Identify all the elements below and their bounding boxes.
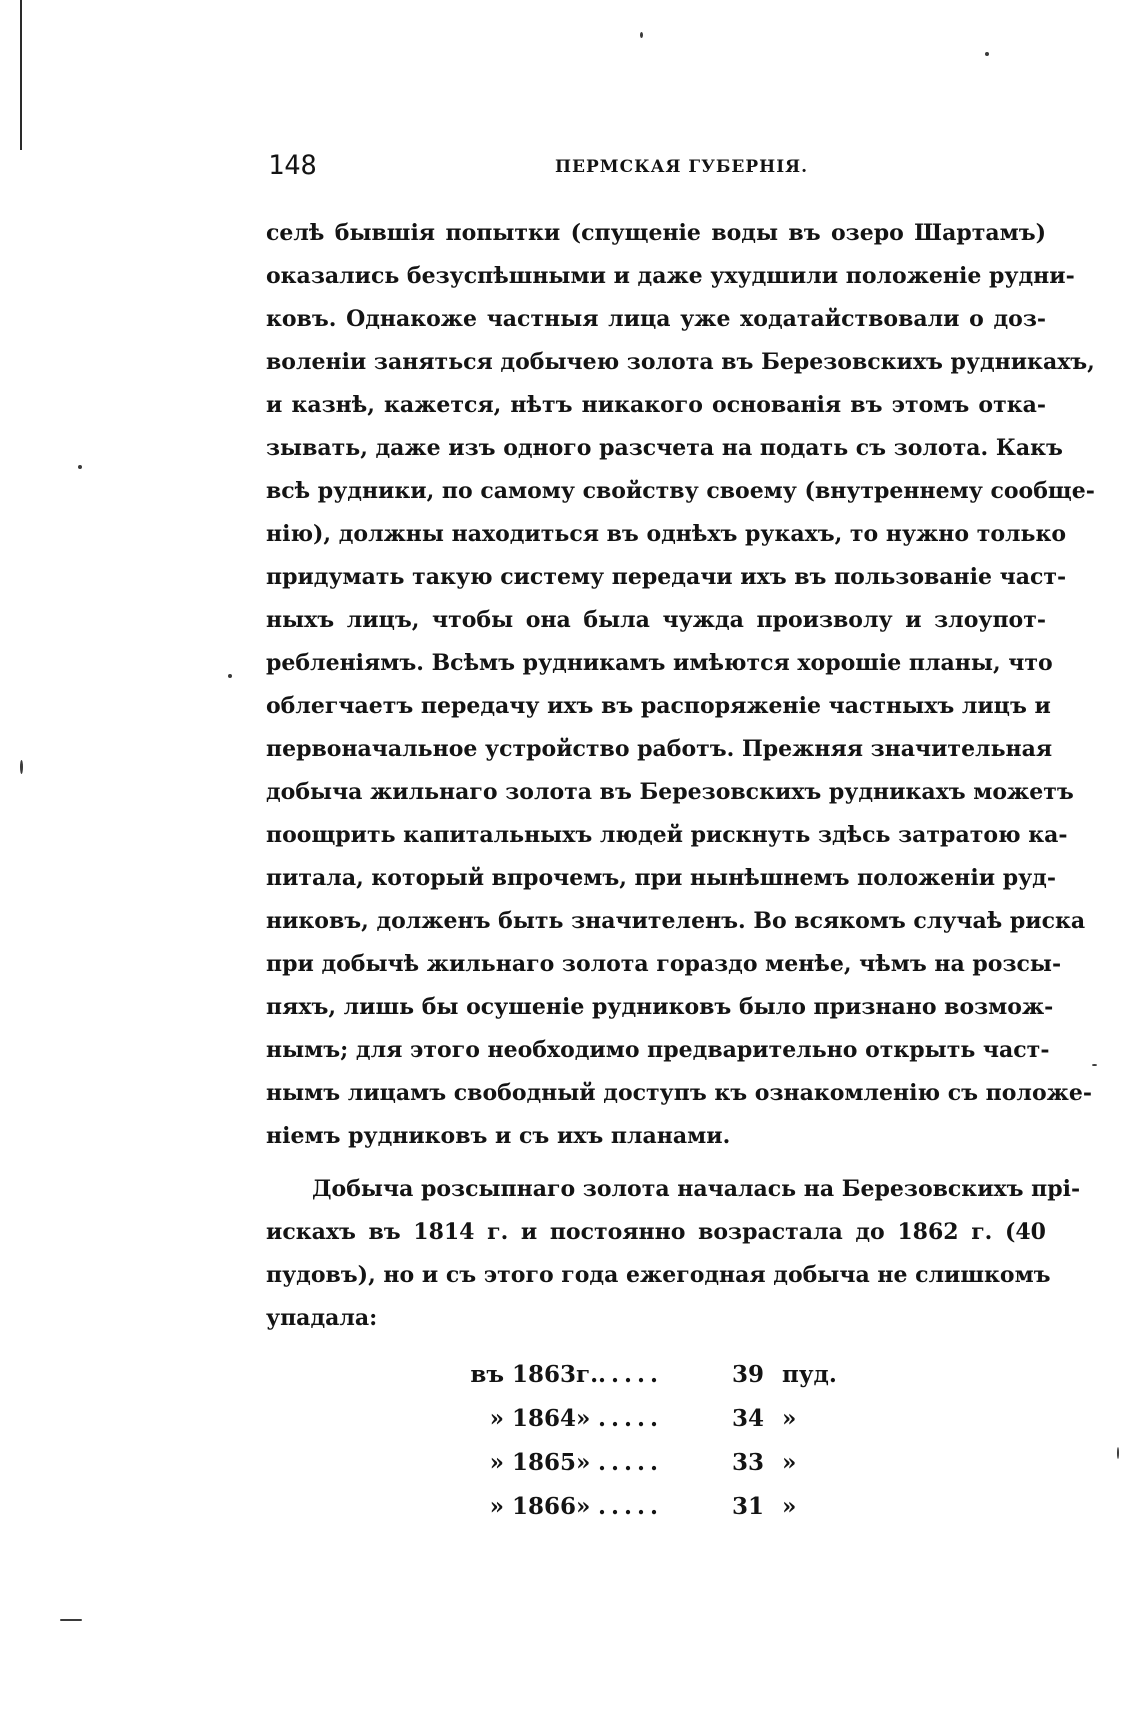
text-line: селѣ бывшія попытки (спущеніе воды въ озеро Шартамъ) bbox=[266, 220, 1046, 246]
row-year: 1863 bbox=[512, 1361, 577, 1388]
row-prefix: въ bbox=[470, 1361, 504, 1388]
scan-speck bbox=[20, 760, 23, 774]
text-line: зывать, даже изъ одного разсчета на подать съ золота. Какъ bbox=[266, 435, 1063, 461]
table-row bbox=[452, 1441, 852, 1485]
text-line: при добычѣ жильнаго золота гораздо менѣе, чѣмъ на розсы- bbox=[266, 951, 1062, 977]
text-line: и казнѣ, кажется, нѣтъ никакого основанія въ этомъ отка- bbox=[266, 392, 1046, 418]
row-year: 1865 bbox=[512, 1449, 577, 1476]
row-suffix: пуд. bbox=[782, 1361, 837, 1388]
row-unit: » bbox=[576, 1449, 591, 1476]
text-line: питала, который впрочемъ, при нынѣшнемъ положеніи руд- bbox=[266, 865, 1056, 891]
row-leader: ..... bbox=[598, 1493, 664, 1520]
row-year: 1864 bbox=[512, 1405, 577, 1432]
scan-speck bbox=[60, 1619, 82, 1621]
text-line: ніемъ рудниковъ и съ ихъ планами. bbox=[266, 1123, 731, 1149]
row-value: 31 bbox=[731, 1493, 764, 1520]
row-prefix: » bbox=[489, 1493, 504, 1520]
table-row bbox=[452, 1353, 852, 1397]
scan-speck bbox=[640, 32, 643, 38]
text-line: упадала: bbox=[266, 1305, 378, 1331]
text-line: придумать такую систему передачи ихъ въ пользованіе част- bbox=[266, 564, 1067, 590]
paragraph-1 bbox=[266, 212, 1095, 1158]
scan-speck bbox=[1092, 1064, 1097, 1066]
running-head: ПЕРМСКАЯ ГУБЕРНІЯ. bbox=[555, 157, 809, 177]
row-leader: ..... bbox=[598, 1449, 664, 1476]
text-line: никовъ, долженъ быть значителенъ. Во всякомъ случаѣ риска bbox=[266, 908, 1086, 934]
row-value: 39 bbox=[731, 1361, 764, 1388]
text-line: оказались безуспѣшными и даже ухудшили положеніе рудни- bbox=[266, 263, 1075, 289]
row-unit: г. bbox=[576, 1361, 599, 1388]
text-line: добыча жильнаго золота въ Березовскихъ рудникахъ можетъ bbox=[266, 779, 1074, 805]
text-line: искахъ въ 1814 г. и постоянно возрастала до 1862 г. (40 bbox=[266, 1219, 1046, 1245]
row-suffix: » bbox=[782, 1449, 797, 1476]
scan-speck bbox=[985, 52, 989, 56]
scan-speck bbox=[228, 674, 232, 678]
text-line: ребленіямъ. Всѣмъ рудникамъ имѣются хорошіе планы, что bbox=[266, 650, 1053, 676]
row-prefix: » bbox=[489, 1449, 504, 1476]
text-line: ныхъ лицъ, чтобы она была чужда произволу и злоупот- bbox=[266, 607, 1046, 633]
text-line: пяхъ, лишь бы осушеніе рудниковъ было признано возмож- bbox=[266, 994, 1054, 1020]
text-line: облегчаетъ передачу ихъ въ распоряженіе частныхъ лицъ и bbox=[266, 693, 1051, 719]
paragraph-2 bbox=[266, 1168, 1081, 1340]
scan-speck bbox=[1117, 1447, 1119, 1459]
page-number: 148 bbox=[268, 150, 317, 181]
paragraph-gap bbox=[266, 1158, 1046, 1168]
text-line: нымъ; для этого необходимо предварительно открыть част- bbox=[266, 1037, 1050, 1063]
row-suffix: » bbox=[782, 1493, 797, 1520]
row-leader: ..... bbox=[598, 1405, 664, 1432]
row-unit: » bbox=[576, 1493, 591, 1520]
text-line: поощрить капитальныхъ людей рискнуть здѣсь затратою ка- bbox=[266, 822, 1068, 848]
text-line: ковъ. Однакоже частныя лица уже ходатайствовали о доз- bbox=[266, 306, 1046, 332]
row-value: 33 bbox=[731, 1449, 764, 1476]
page-edge-rule bbox=[20, 0, 22, 150]
scan-speck bbox=[78, 465, 82, 469]
text-line: всѣ рудники, по самому свойству своему (внутреннему сообще- bbox=[266, 478, 1095, 504]
text-line: воленіи заняться добычею золота въ Березовскихъ рудникахъ, bbox=[266, 349, 1095, 375]
table-row bbox=[452, 1485, 852, 1529]
row-prefix: » bbox=[489, 1405, 504, 1432]
row-value: 34 bbox=[731, 1405, 764, 1432]
page-header bbox=[268, 150, 1048, 190]
text-line: пудовъ), но и съ этого года ежегодная добыча не слишкомъ bbox=[266, 1262, 1051, 1288]
text-line: нію), должны находиться въ однѣхъ рукахъ, то нужно только bbox=[266, 521, 1067, 547]
text-line: Добыча розсыпнаго золота началась на Березовскихъ прі- bbox=[312, 1176, 1081, 1202]
row-unit: » bbox=[576, 1405, 591, 1432]
body-text bbox=[266, 212, 1095, 1340]
text-line: первоначальное устройство работъ. Прежняя значительная bbox=[266, 736, 1053, 762]
row-suffix: » bbox=[782, 1405, 797, 1432]
row-leader: ..... bbox=[598, 1361, 664, 1388]
table-row bbox=[452, 1397, 852, 1441]
gold-production-table bbox=[452, 1353, 852, 1529]
row-year: 1866 bbox=[512, 1493, 577, 1520]
text-line: нымъ лицамъ свободный доступъ къ ознакомленію съ положе- bbox=[266, 1080, 1092, 1106]
